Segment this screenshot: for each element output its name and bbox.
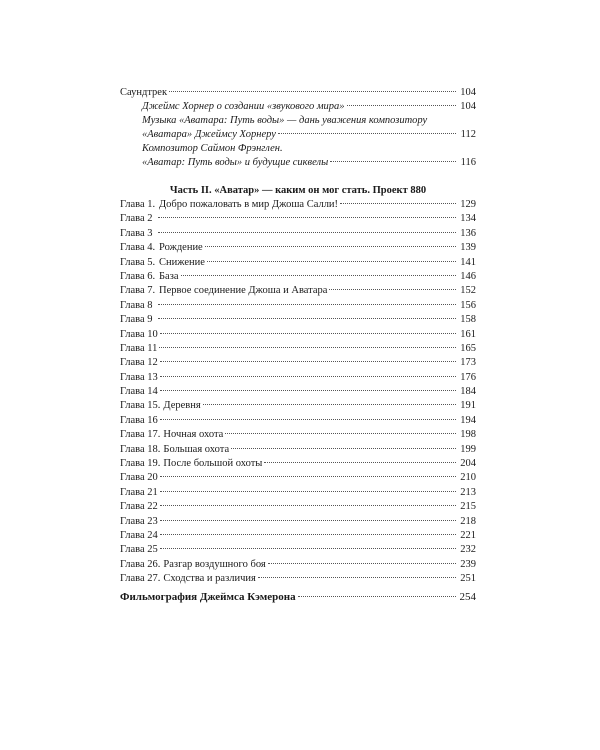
chapter-label: Глава 10 <box>120 328 158 340</box>
chapter-entry[interactable] <box>120 515 476 529</box>
chapter-label: Глава 1. <box>120 199 156 210</box>
dot-leader <box>158 304 456 305</box>
chapter-entry[interactable] <box>120 572 476 586</box>
chapter-label: Глава 12 <box>120 357 158 369</box>
entry-title <box>120 212 156 226</box>
page-number: 221 <box>460 529 476 541</box>
entry-title <box>120 558 266 572</box>
chapter-label: Глава 13 <box>120 371 158 383</box>
page-number: 210 <box>460 472 476 484</box>
chapter-entry[interactable] <box>120 471 476 485</box>
chapter-entry[interactable] <box>120 399 476 413</box>
toc-entry-horner[interactable] <box>120 100 476 114</box>
dot-leader <box>268 563 456 564</box>
entry-title <box>120 227 156 241</box>
chapter-title: Разгар воздушного боя <box>163 558 266 570</box>
entry-title <box>120 529 158 543</box>
entry-title <box>120 328 158 342</box>
chapter-entry[interactable] <box>120 299 476 313</box>
chapter-entry[interactable] <box>120 428 476 442</box>
entry-title <box>120 256 205 270</box>
entry-title: Саундтрек <box>120 87 168 98</box>
dot-leader <box>278 133 456 134</box>
dot-leader <box>160 491 456 492</box>
chapter-list <box>120 198 476 587</box>
dot-leader <box>158 232 456 233</box>
chapter-label: Глава 18. <box>120 443 161 455</box>
dot-leader <box>225 433 456 434</box>
chapter-label: Глава 7. <box>120 285 156 297</box>
toc-entry-franglen[interactable] <box>120 156 476 170</box>
entry-title: Джеймс Хорнер о создании «звукового мира» <box>142 101 345 112</box>
dot-leader <box>203 404 456 405</box>
entry-title <box>120 342 157 356</box>
chapter-entry[interactable] <box>120 256 476 270</box>
page-number: 161 <box>460 328 476 340</box>
chapter-entry[interactable] <box>120 443 476 457</box>
dot-leader <box>160 534 456 535</box>
page-number: 104 <box>460 101 476 112</box>
chapter-label: Глава 27. <box>120 573 161 585</box>
page-number: 139 <box>460 242 476 254</box>
entry-title <box>120 414 158 428</box>
page-number: 176 <box>460 371 476 383</box>
entry-title <box>120 371 158 385</box>
page-number: 112 <box>460 129 476 140</box>
page-number: 184 <box>460 386 476 398</box>
chapter-title: Сходства и различия <box>163 573 256 585</box>
entry-title <box>120 399 201 413</box>
chapter-title: После большой охоты <box>163 458 263 470</box>
entry-title <box>120 471 158 485</box>
entry-title: «Аватара» Джеймсу Хорнеру <box>142 129 276 140</box>
page-number: 146 <box>460 270 476 282</box>
dot-leader <box>181 275 457 276</box>
entry-title <box>120 428 223 442</box>
chapter-entry[interactable] <box>120 558 476 572</box>
page-number: 194 <box>460 414 476 426</box>
chapter-title: Рождение <box>159 242 203 254</box>
chapter-label: Глава 20 <box>120 472 158 484</box>
dot-leader <box>258 577 456 578</box>
chapter-label: Глава 3 <box>120 227 153 239</box>
entry-title <box>120 241 203 255</box>
chapter-label: Глава 8 <box>120 299 153 311</box>
page-number: 129 <box>460 199 476 210</box>
toc-entry-soundtrack[interactable] <box>120 86 476 100</box>
chapter-entry[interactable] <box>120 270 476 284</box>
part-heading: Часть II. «Аватар» — каким он мог стать. Проект 880 <box>169 185 427 196</box>
entry-title <box>120 500 158 514</box>
chapter-entry[interactable] <box>120 328 476 342</box>
filmography-section <box>120 590 476 604</box>
chapter-label: Глава 6. <box>120 270 156 282</box>
entry-title <box>120 270 179 284</box>
chapter-label: Глава 17. <box>120 429 161 441</box>
entry-title: «Аватар: Путь воды» и будущие сиквелы <box>142 157 329 168</box>
chapter-entry[interactable] <box>120 342 476 356</box>
entry-title <box>120 198 338 212</box>
chapter-label: Глава 21 <box>120 486 158 498</box>
chapter-label: Глава 24 <box>120 529 158 541</box>
page-number: 239 <box>460 558 476 570</box>
entry-title: Фильмография Джеймса Кэмерона <box>120 591 296 603</box>
chapter-entry[interactable] <box>120 241 476 255</box>
toc-entry-filmography[interactable] <box>120 590 476 604</box>
page-number: 204 <box>460 458 476 470</box>
chapter-label: Глава 25 <box>120 544 158 556</box>
page-number: 215 <box>460 501 476 513</box>
page-number: 232 <box>460 544 476 556</box>
chapter-label: Глава 16 <box>120 414 158 426</box>
dot-leader <box>160 333 456 334</box>
chapter-title: Деревня <box>163 400 201 412</box>
page-number: 136 <box>460 227 476 239</box>
entry-title <box>120 284 327 298</box>
chapter-entry[interactable] <box>120 371 476 385</box>
chapter-entry[interactable] <box>120 212 476 226</box>
chapter-entry[interactable] <box>120 457 476 471</box>
dot-leader <box>231 448 456 449</box>
entry-title <box>120 313 156 327</box>
page-number: 173 <box>460 357 476 369</box>
chapter-label: Глава 9 <box>120 314 153 326</box>
chapter-entry[interactable] <box>120 227 476 241</box>
page-number: 199 <box>460 443 476 455</box>
dot-leader <box>160 548 456 549</box>
chapter-title: Добро пожаловать в мир Джоша Салли! <box>159 199 339 210</box>
page-number: 198 <box>460 429 476 441</box>
dot-leader <box>160 390 456 391</box>
chapter-label: Глава 26. <box>120 558 161 570</box>
chapter-entry[interactable] <box>120 198 476 212</box>
entry-title <box>120 515 158 529</box>
entry-title <box>120 385 158 399</box>
dot-leader <box>264 462 456 463</box>
chapter-title: Ночная охота <box>163 429 224 441</box>
chapter-entry[interactable] <box>120 385 476 399</box>
dot-leader <box>205 246 456 247</box>
entry-title <box>120 457 262 471</box>
chapter-label: Глава 14 <box>120 386 158 398</box>
chapter-label: Глава 11 <box>120 342 158 354</box>
chapter-entry[interactable] <box>120 543 476 557</box>
chapter-entry[interactable] <box>120 529 476 543</box>
chapter-entry[interactable] <box>120 500 476 514</box>
dot-leader <box>160 476 456 477</box>
page-number: 165 <box>460 342 476 354</box>
dot-leader <box>160 361 456 362</box>
chapter-title: Большая охота <box>163 443 230 455</box>
dot-leader <box>158 217 456 218</box>
chapter-title: База <box>159 270 179 282</box>
entry-title <box>120 543 158 557</box>
soundtrack-section <box>120 86 476 170</box>
chapter-entry[interactable] <box>120 356 476 370</box>
page-number: 104 <box>460 87 476 98</box>
chapter-label: Глава 23 <box>120 515 158 527</box>
dot-leader <box>160 505 456 506</box>
chapter-entry[interactable] <box>120 313 476 327</box>
page-number: 254 <box>459 591 476 603</box>
dot-leader <box>158 318 456 319</box>
dot-leader <box>330 161 456 162</box>
chapter-title: Первое соединение Джоша и Аватара <box>159 285 328 297</box>
chapter-entry[interactable] <box>120 486 476 500</box>
toc-entry-franglen-line1: Композитор Саймон Фрэнглен. <box>142 143 283 154</box>
dot-leader <box>340 203 456 204</box>
dot-leader <box>160 520 456 521</box>
dot-leader <box>347 105 456 106</box>
entry-title <box>120 486 158 500</box>
page-number: 158 <box>460 314 476 326</box>
page-number: 134 <box>460 213 476 225</box>
entry-title <box>120 443 229 457</box>
entry-title <box>120 356 158 370</box>
chapter-label: Глава 5. <box>120 256 156 268</box>
dot-leader <box>159 347 456 348</box>
dot-leader <box>169 91 456 92</box>
page-number: 116 <box>460 157 476 168</box>
page-number: 152 <box>460 285 476 297</box>
entry-title <box>120 572 256 586</box>
page-number: 213 <box>460 486 476 498</box>
chapter-label: Глава 2 <box>120 213 153 225</box>
toc-entry-music[interactable] <box>120 128 476 142</box>
page-number: 156 <box>460 299 476 311</box>
page-number: 191 <box>460 400 476 412</box>
chapter-label: Глава 15. <box>120 400 161 412</box>
dot-leader <box>207 261 456 262</box>
page-number: 251 <box>460 573 476 585</box>
entry-title <box>120 299 156 313</box>
toc-entry-music-line1: Музыка «Аватара: Путь воды» — дань уважения композитору <box>142 115 428 126</box>
chapter-entry[interactable] <box>120 284 476 298</box>
dot-leader <box>298 596 456 597</box>
chapter-label: Глава 4. <box>120 242 156 254</box>
page-number: 218 <box>460 515 476 527</box>
chapter-label: Глава 22 <box>120 501 158 513</box>
chapter-label: Глава 19. <box>120 458 161 470</box>
page-number: 141 <box>460 256 476 268</box>
dot-leader <box>160 419 456 420</box>
chapter-title: Снижение <box>159 256 205 268</box>
dot-leader <box>329 289 456 290</box>
dot-leader <box>160 376 456 377</box>
chapter-entry[interactable] <box>120 414 476 428</box>
